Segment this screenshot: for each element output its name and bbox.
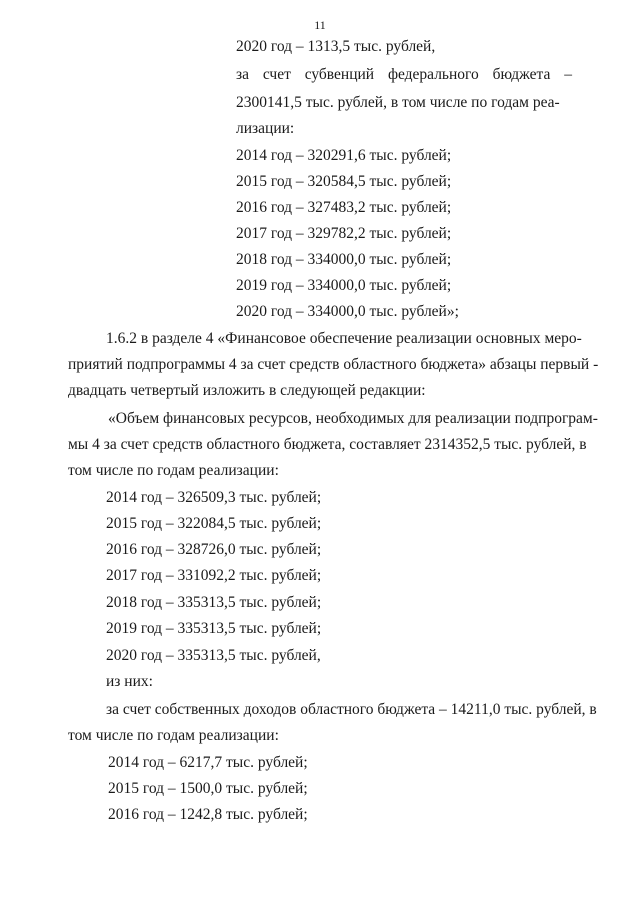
- word: федерального: [387, 66, 479, 83]
- paragraph-line: мы 4 за счет средств областного бюджета, составляет 2314352,5 тыс. рублей, в: [68, 436, 587, 453]
- text-line: 2018 год – 334000,0 тыс. рублей;: [236, 251, 452, 268]
- text-line: 2015 год – 1500,0 тыс. рублей;: [108, 780, 308, 797]
- text-line: 2015 год – 322084,5 тыс. рублей;: [106, 515, 322, 532]
- text-line: из них:: [106, 673, 153, 690]
- paragraph-line: двадцать четвертый изложить в следующей редакции:: [68, 382, 426, 399]
- paragraph-line: 1.6.2 в разделе 4 «Финансовое обеспечение реализации основных меро-: [106, 330, 582, 347]
- text-line: 2015 год – 320584,5 тыс. рублей;: [236, 173, 452, 190]
- text-line: 2014 год – 326509,3 тыс. рублей;: [106, 489, 322, 506]
- text-line: 2014 год – 320291,6 тыс. рублей;: [236, 147, 452, 164]
- text-line: 2016 год – 1242,8 тыс. рублей;: [108, 806, 308, 823]
- paragraph-line: том числе по годам реализации:: [68, 462, 279, 479]
- word: бюджета: [492, 66, 551, 83]
- text-line: 2014 год – 6217,7 тыс. рублей;: [108, 754, 308, 771]
- paragraph-line: приятий подпрограммы 4 за счет средств областного бюджета» абзацы первый -: [68, 356, 599, 373]
- text-line: 2018 год – 335313,5 тыс. рублей;: [106, 594, 322, 611]
- page-number: 11: [314, 18, 326, 32]
- text-line: 2020 год – 1313,5 тыс. рублей,: [236, 38, 436, 55]
- word: субвенций: [304, 66, 375, 83]
- text-line: 2017 год – 331092,2 тыс. рублей;: [106, 567, 322, 584]
- paragraph-line: «Объем финансовых ресурсов, необходимых для реализации подпрограм-: [108, 410, 598, 427]
- word: –: [564, 66, 572, 83]
- text-line-justified: [236, 66, 572, 84]
- word: счет: [262, 66, 291, 83]
- word: за: [236, 66, 250, 83]
- text-line: 2016 год – 327483,2 тыс. рублей;: [236, 199, 452, 216]
- text-line: 2300141,5 тыс. рублей, в том числе по годам реа-: [236, 94, 560, 111]
- text-line: 2020 год – 335313,5 тыс. рублей,: [106, 647, 321, 664]
- text-line: 2019 год – 335313,5 тыс. рублей;: [106, 620, 322, 637]
- text-line: 2017 год – 329782,2 тыс. рублей;: [236, 225, 452, 242]
- text-line: лизации:: [236, 120, 295, 137]
- paragraph-line: том числе по годам реализации:: [68, 727, 279, 744]
- text-line: 2020 год – 334000,0 тыс. рублей»;: [236, 303, 459, 320]
- paragraph-line: за счет собственных доходов областного бюджета – 14211,0 тыс. рублей, в: [106, 701, 597, 718]
- text-line: 2019 год – 334000,0 тыс. рублей;: [236, 277, 452, 294]
- text-line: 2016 год – 328726,0 тыс. рублей;: [106, 541, 322, 558]
